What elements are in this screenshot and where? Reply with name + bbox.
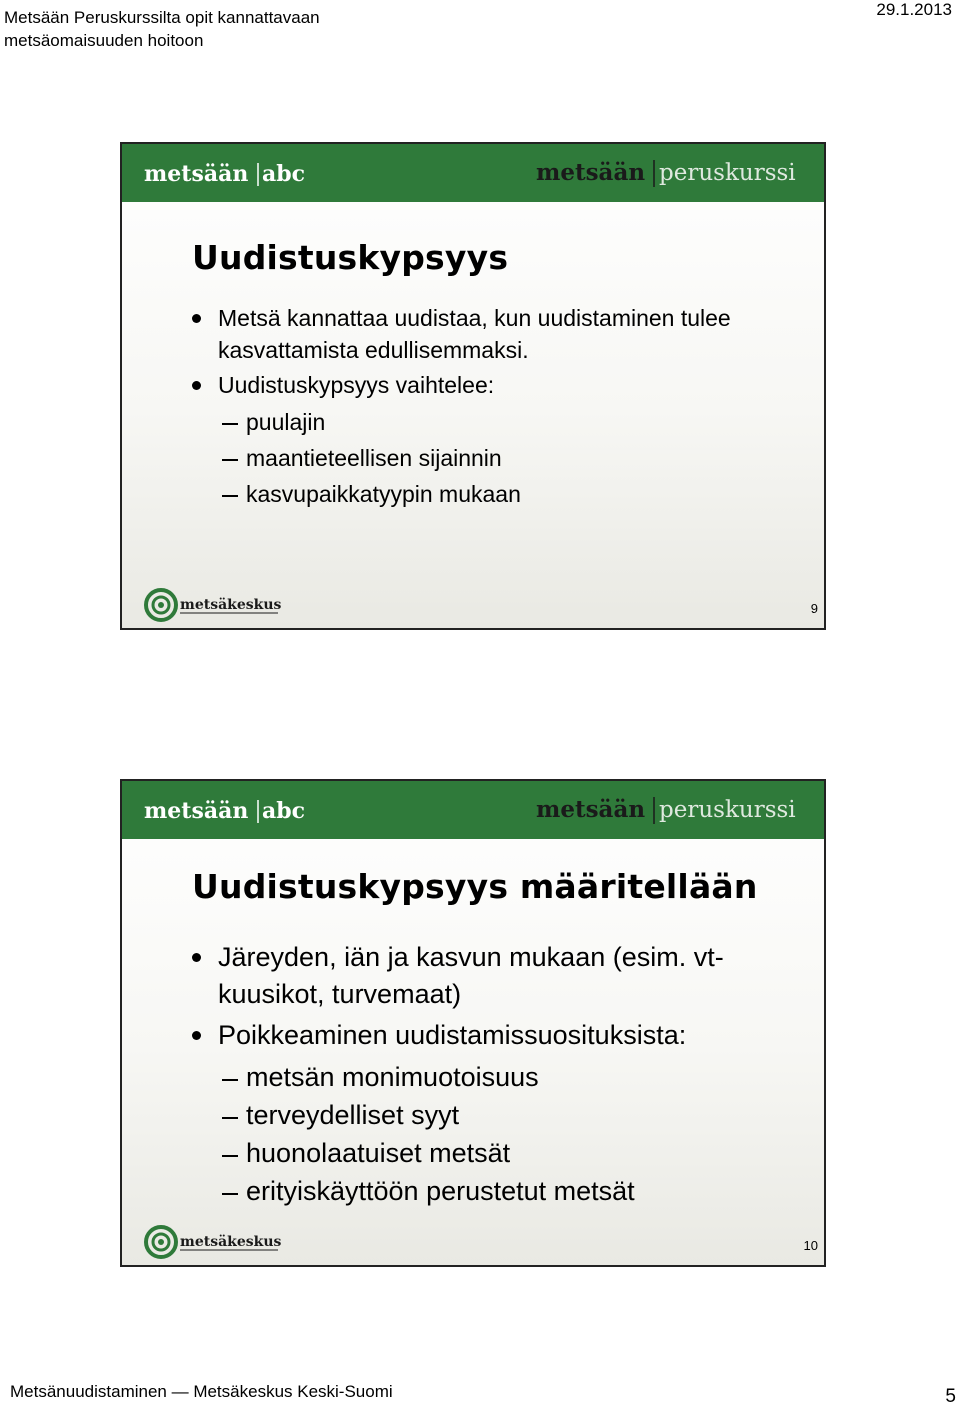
sub-bullet-item: huonolaatuiset metsät [192,1134,814,1172]
sub-bullet-item: erityiskäyttöön perustetut metsät [192,1172,814,1210]
kurssi-logo-right-text: peruskurssi [659,160,796,186]
kurssi-logo-left-text: metsään [536,796,646,823]
bullet-item: Uudistuskypsyys vaihtelee: [192,369,814,401]
abc-logo-right-text: abc [262,161,306,187]
slide-number: 9 [810,601,818,616]
metsakeskus-wordmark [178,1232,282,1252]
kurssi-logo-right-text: peruskurssi [659,797,796,823]
bullet-list [192,939,814,1210]
metsakeskus-wordmark-text: metsäkeskus [180,1234,282,1250]
sub-bullet-item: puulajin [192,404,814,440]
bullet-item: Metsä kannattaa uudistaa, kun uudistaminen tulee kasvattamista edullisemmaksi. [192,302,814,366]
slide-header-band [122,144,824,202]
header-date: 29.1.2013 [876,0,952,19]
header-title-line2: metsäomaisuuden hoitoon [4,31,204,50]
slide-10 [120,779,826,1267]
bullet-list [192,302,814,512]
metsaan-abc-logo [144,795,314,827]
metsakeskus-emblem-icon [144,588,178,622]
bullet-item: Järeyden, iän ja kasvun mukaan (esim. vt-kuusikot, turvemaat) [192,939,814,1013]
document-header [4,6,320,52]
abc-logo-left-text: metsään [144,161,249,187]
page-number: 5 [945,1386,956,1407]
sub-bullet-item: maantieteellisen sijainnin [192,440,814,476]
kurssi-logo-left-text: metsään [536,159,646,186]
document-footer: Metsänuudistaminen — Metsäkeskus Keski-Suomi [10,1382,393,1401]
slide-number: 10 [803,1238,818,1253]
sub-bullet-item: kasvupaikkatyypin mukaan [192,476,814,512]
metsakeskus-logo [144,588,282,622]
metsakeskus-wordmark-text: metsäkeskus [180,597,282,613]
abc-logo-left-text: metsään [144,798,249,824]
metsaan-peruskurssi-logo [536,793,806,827]
metsakeskus-logo [144,1225,282,1259]
slide-title: Uudistuskypsyys [192,238,509,277]
slide-header-band [122,781,824,839]
slide-title: Uudistuskypsyys määritellään [192,867,758,906]
sub-bullet-item: terveydelliset syyt [192,1096,814,1134]
metsaan-abc-logo [144,158,314,190]
metsaan-peruskurssi-logo [536,156,806,190]
bullet-item: Poikkeaminen uudistamissuosituksista: [192,1017,814,1054]
header-title-line1: Metsään Peruskurssilta opit kannattavaan [4,8,320,27]
metsakeskus-emblem-icon [144,1225,178,1259]
metsakeskus-wordmark [178,595,282,615]
abc-logo-right-text: abc [262,798,306,824]
slide-9 [120,142,826,630]
sub-bullet-item: metsän monimuotoisuus [192,1058,814,1096]
